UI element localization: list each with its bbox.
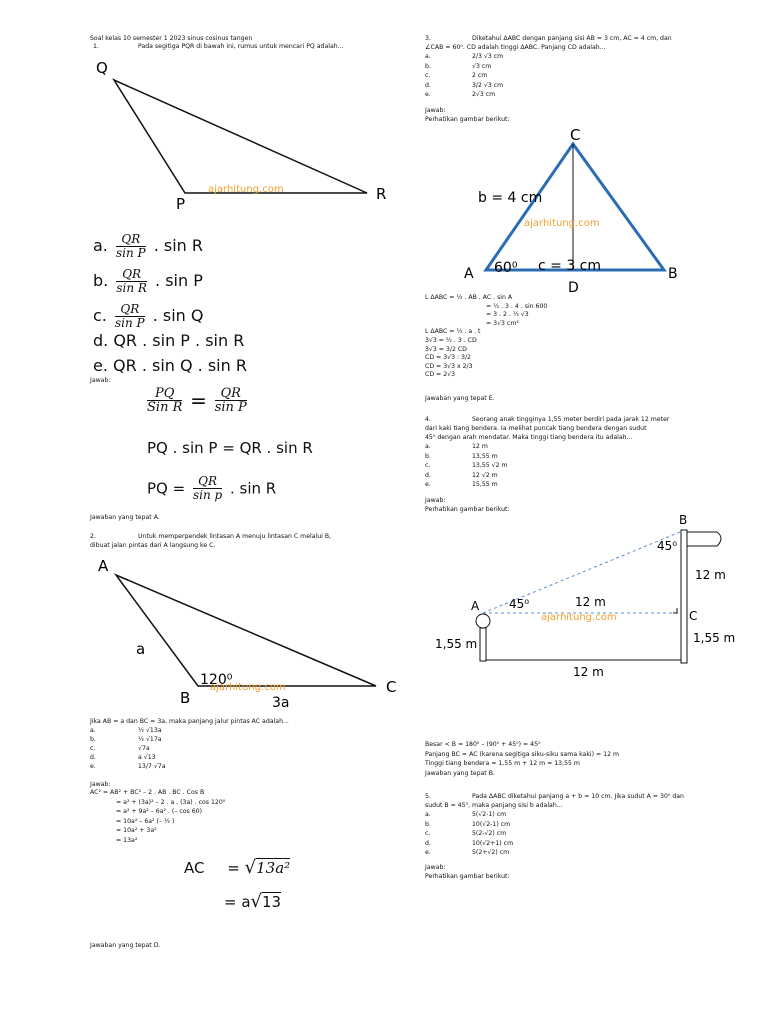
q1-label-q: Q (96, 59, 108, 77)
q4-line2: dari kaki tiang bendera. Ia melihat puncak tiang bendera dengan sudut (425, 425, 647, 432)
solution-step: Besar < B = 180⁰ – (90⁰ + 45⁰) = 45⁰ (425, 741, 541, 748)
option-value: ½ √13a (138, 727, 162, 734)
option-value: √7a (138, 745, 150, 752)
q3-line2: ∠CAB = 60⁰. CD adalah tinggi ΔABC. Panjang CD adalah... (425, 44, 606, 51)
q3-label-d: D (568, 280, 579, 296)
option-value: 12 √2 m (472, 471, 498, 479)
option-letter: a. (425, 53, 431, 60)
option-value: 13,55 m (472, 452, 498, 460)
option-value: 13/7 √7a (138, 763, 166, 770)
q4-flagpole-figure (425, 510, 745, 685)
q1-answer: Jawaban yang tepat A. (90, 514, 160, 521)
q1-step3: PQ = $\frac{QR}{\text{sin p}}$ . sin R (147, 474, 277, 502)
q1-option-c: c. $\frac{QR}{\text{sin P}}$ . sin Q (93, 302, 204, 330)
q4-line3: 45⁰ dengan arah mendatar. Maka tinggi tiang bendera itu adalah... (425, 434, 633, 441)
q2-line1: Untuk memperpendek lintasan A menuju lintasan C melalui B, (138, 533, 332, 540)
q1-option-a: a. $\frac{QR}{\text{sin P}}$ . sin R (93, 232, 203, 260)
watermark: ajarhitung.com (208, 184, 284, 195)
q3-label-b-side: b = 4 cm (478, 190, 543, 206)
solution-step: Tinggi tiang bendera = 1,55 m + 12 m = 13,55 m (425, 760, 580, 767)
q1-number: 1. (93, 43, 99, 50)
option-letter: a. (425, 811, 431, 818)
q4-number: 4. (425, 416, 431, 423)
q2-line2: dibuat jalan pintas dari A langsung ke C. (90, 542, 216, 549)
option-value: ½ √17a (138, 736, 162, 743)
q5-perhatikan: Perhatikan gambar berikut: (425, 873, 510, 880)
q4-label-h-left: 1,55 m (435, 637, 478, 651)
solution-step: L ΔABC = ½ . AB . AC . sin A (425, 294, 513, 301)
q3-triangle-figure (440, 122, 700, 297)
solution-step: 3√3 = ½ . 3 . CD (425, 337, 477, 344)
q1-label-r: R (376, 185, 387, 203)
solution-step: Panjang BC = AC (karena segitiga siku-siku sama kaki) = 12 m (425, 750, 620, 758)
solution-step: = 13a² (116, 836, 138, 844)
solution-step: = ½ . 3 . 4 . sin 600 (486, 302, 548, 310)
q4-label-bottom: 12 m (573, 665, 604, 679)
q1-label-p: P (176, 195, 186, 212)
option-letter: d. (425, 839, 431, 847)
q1-option-e: e. QR . sin Q . sin R (93, 356, 247, 375)
option-letter: e. (425, 849, 431, 856)
q2-ac-line1: AC = √13a² (184, 857, 291, 878)
q4-line1: Seorang anak tingginya 1,55 meter berdiri pada jarak 12 meter (472, 416, 670, 423)
q3-label-angle: 60⁰ (494, 260, 518, 276)
q2-number: 2. (90, 533, 96, 540)
q5-line2: sudut B = 45⁰, maka panjang sisi b adalah... (425, 802, 563, 809)
option-value: 2√3 cm (472, 91, 496, 98)
option-value: 5(2+√2) cm (472, 849, 510, 856)
option-letter: b. (425, 62, 431, 70)
option-letter: a. (90, 727, 96, 734)
q3-label-a: A (464, 266, 474, 282)
option-value: 10(√2-1) cm (472, 820, 511, 828)
option-letter: b. (90, 736, 96, 743)
watermark: ajarhitung.com (210, 682, 286, 693)
option-value: 13,55 √2 m (472, 462, 508, 469)
q3-number: 3. (425, 35, 431, 42)
option-letter: c. (425, 830, 431, 837)
solution-step: = 3√3 cm² (486, 319, 519, 327)
q1-option-b: b. $\frac{QR}{\text{sin R}}$ . sin P (93, 267, 203, 295)
q2-jawab: Jawab: (90, 781, 111, 788)
solution-step: = 3 . 2 . ½ √3 (486, 311, 529, 319)
q1-step1: $\frac{PQ}{\text{Sin R}}$ = $\frac{QR}{\text{sin P}}$ (147, 386, 247, 415)
q1-jawab: Jawab: (90, 377, 111, 384)
solution-step: AC² = AB² + BC² – 2 . AB . BC . Cos B (90, 789, 205, 796)
q2-label-angle: 120⁰ (200, 672, 233, 688)
option-letter: b. (425, 820, 431, 828)
q2-triangle-figure (90, 553, 410, 713)
option-letter: d. (90, 754, 96, 761)
q4-jawab: Jawab: (425, 497, 446, 504)
q3-answer: Jawaban yang tepat E. (425, 395, 495, 402)
q2-label-side-a: a (136, 640, 146, 658)
q2-answer: Jawaban yang tepat D. (90, 942, 161, 949)
option-value: 5(2-√2) cm (472, 830, 507, 837)
q1-triangle-figure (90, 52, 400, 212)
q3-line1: Diketahui ΔABC dengan panjang sisi AB = 3 cm, AC = 4 cm, dan (472, 35, 672, 42)
q2-question: Jika AB = a dan BC = 3a, maka panjang jalur pintas AC adalah... (90, 718, 289, 725)
solution-step: = 10a² – 6a² (– ½ ) (116, 817, 175, 825)
option-letter: c. (90, 745, 96, 752)
q4-label-c: C (689, 609, 698, 623)
solution-step: L ΔABC = ½ . a . t (425, 328, 481, 336)
page-header: Soal kelas 10 semester 1 2023 sinus cosinus tangen (90, 35, 253, 42)
option-letter: e. (90, 763, 96, 770)
q3-label-b: B (668, 266, 678, 282)
option-value: 2 cm (472, 72, 488, 79)
solution-step: CD = 2√3 (425, 371, 456, 379)
option-letter: e. (425, 91, 431, 98)
solution-step: = 10a² + 3a² (116, 827, 157, 834)
solution-step: = a² + (3a)² – 2 . a . (3a) . cos 120⁰ (116, 798, 226, 806)
q3-label-c: C (570, 126, 581, 144)
watermark: ajarhitung.com (524, 218, 600, 229)
q1-option-d: d. QR . sin P . sin R (93, 331, 245, 350)
solution-step: Jawaban yang tepat B. (425, 769, 495, 777)
q5-number: 5. (425, 793, 431, 800)
option-value: a √13 (138, 754, 156, 761)
q4-label-b: B (679, 513, 688, 527)
solution-step: 3√3 = 3/2 CD (425, 345, 467, 353)
q4-label-a: A (471, 599, 480, 613)
option-value: √3 cm (472, 62, 492, 70)
option-value: 12 m (472, 443, 488, 450)
option-value: 2/3 √3 cm (472, 53, 504, 60)
option-letter: d. (425, 81, 431, 89)
q2-label-b: B (180, 689, 191, 707)
q5-line1: Pada ΔABC diketahui panjang a + b = 10 cm. Jika sudut A = 30⁰ dan (472, 793, 684, 800)
option-value: 15,55 m (472, 481, 498, 488)
option-letter: d. (425, 471, 431, 479)
watermark: ajarhitung.com (541, 612, 617, 623)
q3-perhatikan: Perhatikan gambar berikut: (425, 116, 510, 123)
q5-jawab: Jawab: (425, 864, 446, 871)
solution-step: CD = 3√3 : 3/2 (425, 354, 471, 362)
q1-step2: PQ . sin P = QR . sin R (147, 439, 313, 457)
solution-step: = a² + 9a² – 6a² . (– cos 60) (116, 808, 203, 815)
option-value: 5(√2-1) cm (472, 811, 507, 818)
q3-label-c-side: c = 3 cm (538, 258, 602, 274)
q4-perhatikan: Perhatikan gambar berikut: (425, 506, 510, 513)
solution-step: CD = 3√3 x 2/3 (425, 362, 473, 370)
q2-label-side-b: 3a (272, 695, 290, 711)
q1-text: Pada segitiga PQR di bawah ini, rumus untuk mencari PQ adalah... (138, 43, 344, 50)
option-letter: c. (425, 72, 431, 79)
q2-label-c: C (386, 678, 397, 696)
q2-label-a: A (98, 557, 109, 575)
q4-label-angle-b: 45⁰ (657, 539, 678, 553)
q4-label-side-bc: 12 m (695, 568, 726, 582)
option-letter: e. (425, 481, 431, 488)
q4-label-angle-a: 45⁰ (509, 597, 530, 611)
option-letter: a. (425, 443, 431, 450)
option-value: 3/2 √3 cm (472, 81, 504, 89)
option-letter: b. (425, 452, 431, 460)
q4-label-top: 12 m (575, 595, 606, 609)
option-value: 10(√2+1) cm (472, 839, 514, 847)
q2-ac-line2: = a√13 (224, 891, 282, 912)
q4-label-h-right: 1,55 m (693, 631, 736, 645)
option-letter: c. (425, 462, 431, 469)
q3-jawab: Jawab: (425, 107, 446, 114)
